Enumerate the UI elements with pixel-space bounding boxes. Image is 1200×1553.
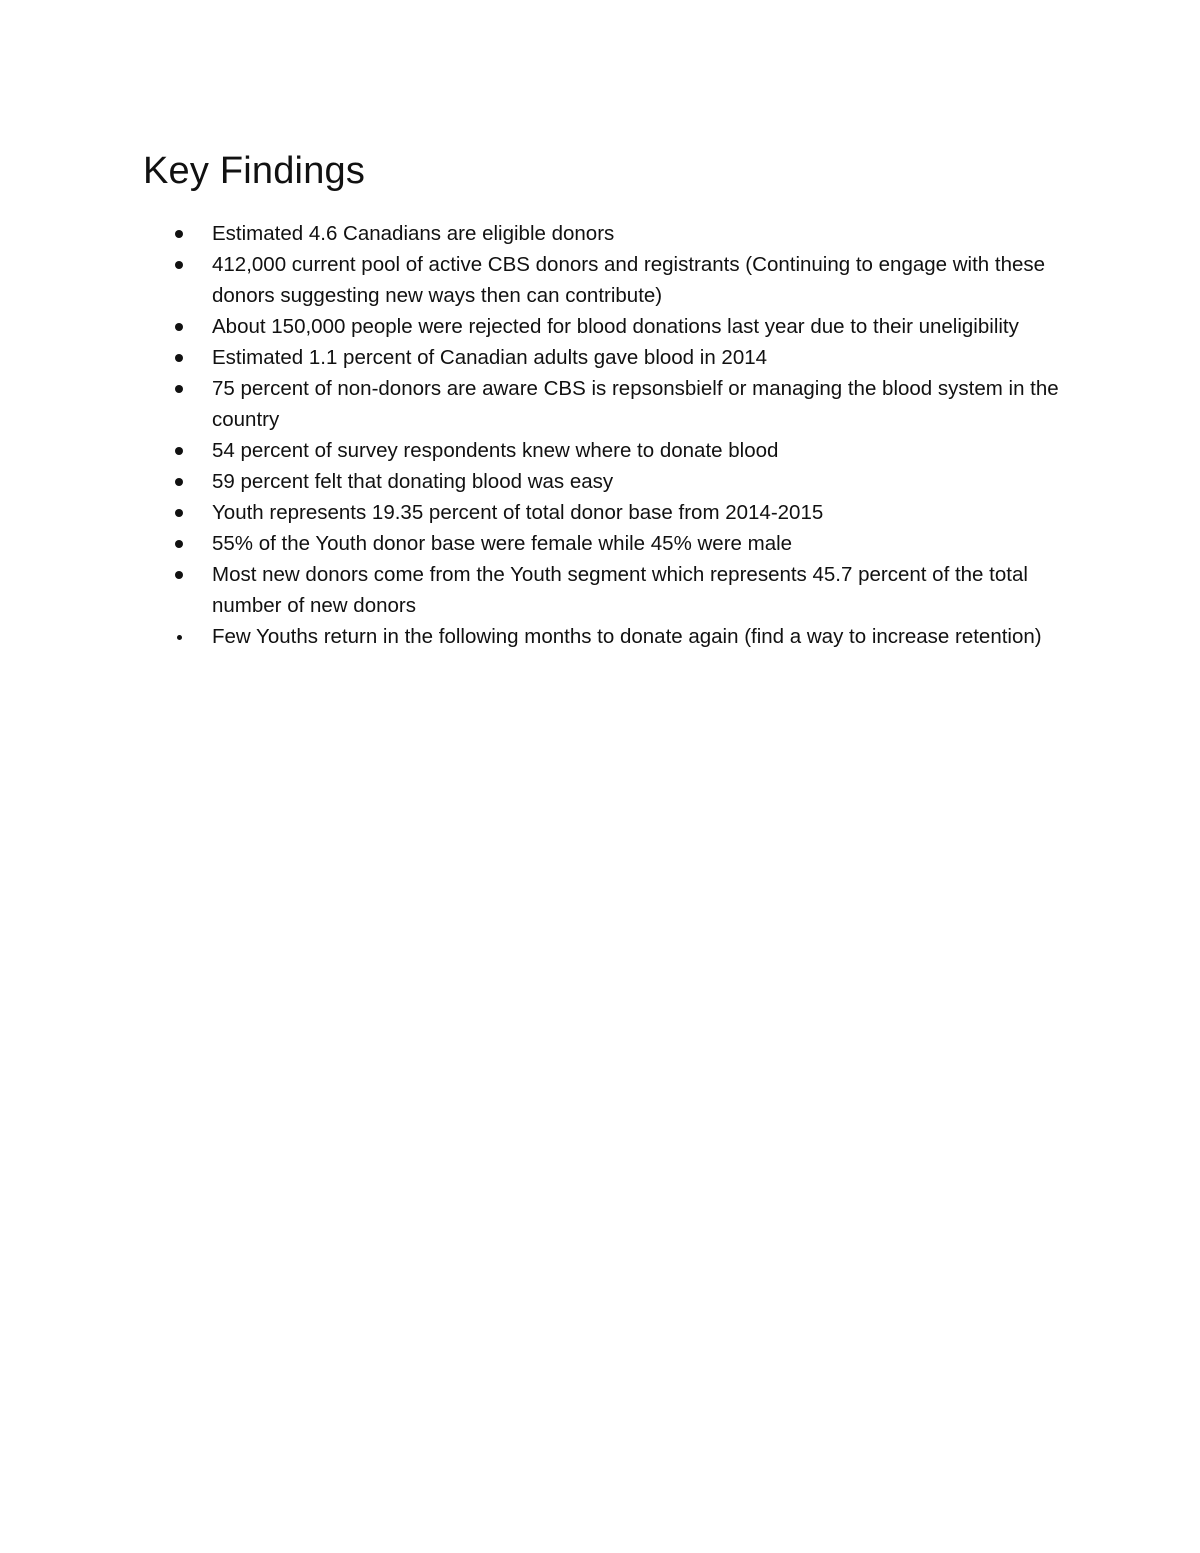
finding-text: Estimated 4.6 Canadians are eligible donors xyxy=(212,222,615,245)
finding-text: Few Youths return in the following months to donate again (find a way to increase retention) xyxy=(212,625,1042,648)
finding-text: 59 percent felt that donating blood was easy xyxy=(212,470,614,493)
finding-text: 55% of the Youth donor base were female while 45% were male xyxy=(212,532,793,555)
list-item xyxy=(143,311,1083,342)
finding-text: Most new donors come from the Youth segment which represents 45.7 percent of the total number of new donors xyxy=(212,563,1028,617)
list-item xyxy=(143,528,1083,559)
bullet-icon xyxy=(175,571,183,579)
list-item xyxy=(143,342,1083,373)
list-item xyxy=(143,497,1083,528)
list-item xyxy=(143,621,1083,652)
bullet-icon xyxy=(175,230,183,238)
bullet-icon xyxy=(175,385,183,393)
bullet-icon xyxy=(175,261,183,269)
list-item xyxy=(143,435,1083,466)
bullet-icon xyxy=(175,447,183,455)
bullet-icon xyxy=(175,478,183,486)
list-item xyxy=(143,373,1083,435)
finding-text: Youth represents 19.35 percent of total donor base from 2014-2015 xyxy=(212,501,824,524)
bullet-icon xyxy=(177,635,182,640)
bullet-icon xyxy=(175,509,183,517)
finding-text: 54 percent of survey respondents knew where to donate blood xyxy=(212,439,779,462)
finding-text: About 150,000 people were rejected for blood donations last year due to their uneligibility xyxy=(212,315,1019,338)
finding-text: 75 percent of non-donors are aware CBS is repsonsbielf or managing the blood system in the country xyxy=(212,377,1059,431)
list-item xyxy=(143,249,1083,311)
list-item xyxy=(143,218,1083,249)
finding-text: 412,000 current pool of active CBS donors and registrants (Continuing to engage with these donors suggesting new ways then can contribute) xyxy=(212,253,1046,307)
bullet-icon xyxy=(175,323,183,331)
finding-text: Estimated 1.1 percent of Canadian adults gave blood in 2014 xyxy=(212,346,768,369)
list-item xyxy=(143,466,1083,497)
key-findings-list xyxy=(143,218,1083,652)
page-title: Key Findings xyxy=(143,150,366,192)
bullet-icon xyxy=(175,354,183,362)
list-item xyxy=(143,559,1083,621)
bullet-icon xyxy=(175,540,183,548)
